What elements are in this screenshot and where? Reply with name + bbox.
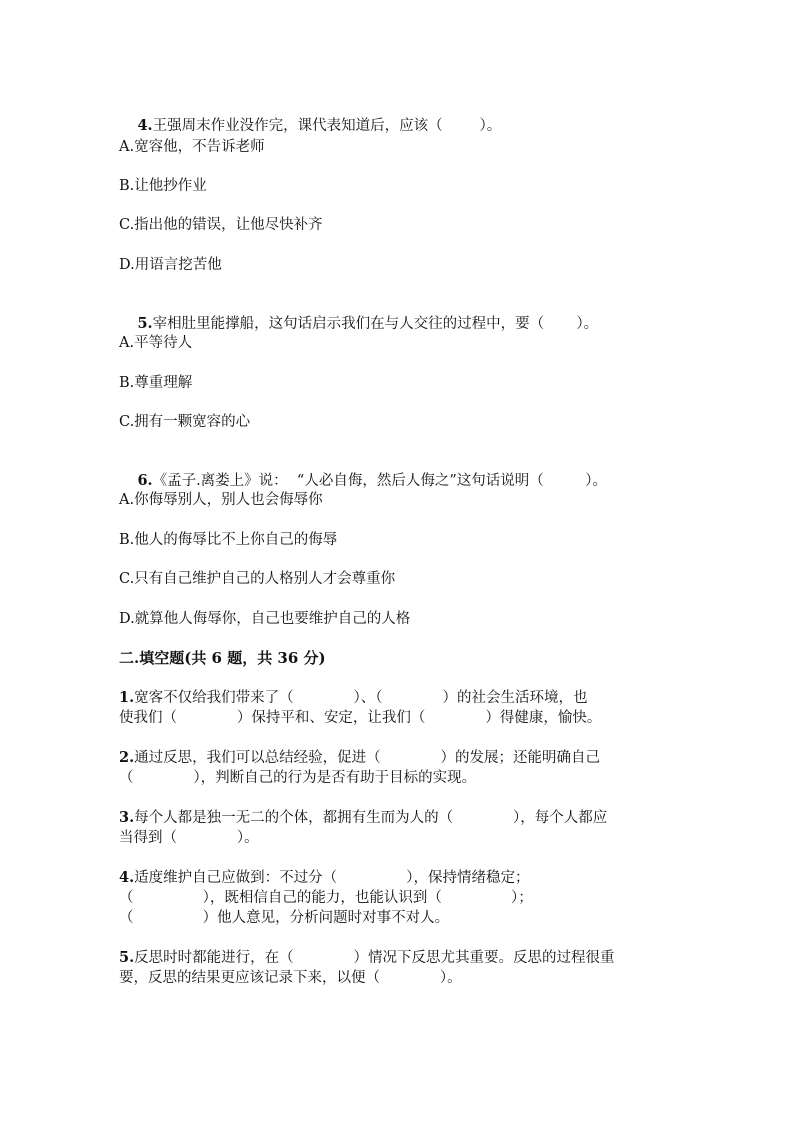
question-4-stem: 王强周末作业没作完，课代表知道后，应该（ ）。 [152,118,502,134]
question-4-option-c: C.指出他的错误，让他尽快补齐 [119,217,323,233]
question-4-option-b: B.让他抄作业 [119,178,207,194]
fill-item-1-number: 1. [119,689,135,706]
question-6-option-d: D.就算他人侮辱你，自己也要维护自己的人格 [119,611,411,627]
fill-item-3-line-1 [119,808,679,828]
fill-item-3-text-1: 每个人都是独一无二的个体，都拥有生而为人的（ ），每个人都应 [134,810,608,826]
fill-item-2-line-1 [119,748,679,768]
question-6-option-c: C.只有自己维护自己的人格别人才会尊重你 [119,571,396,587]
question-4-option-d: D.用语言挖苦他 [119,257,222,273]
fill-item-5-text-1: 反思时时都能进行，在（ ）情况下反思尤其重要。反思的过程很重 [134,950,615,966]
section-2-heading: 二.填空题(共 6 题，共 36 分) [119,649,326,667]
question-5-option-a: A.平等待人 [119,335,193,351]
fill-item-4-line-1 [119,868,679,888]
question-5-number: 5. [137,315,153,332]
question-4-option-a: A.宽容他，不告诉老师 [119,139,265,155]
fill-item-2-line-2: （ ），判断自己的行为是否有助于目标的实现。 [119,770,477,786]
question-5-option-b: B.尊重理解 [119,375,193,391]
fill-item-5-number: 5. [119,949,135,966]
fill-item-2-number: 2. [119,749,135,766]
fill-item-2-text-1: 通过反思，我们可以总结经验，促进（ ）的发展；还能明确自己 [134,750,601,766]
fill-item-4-number: 4. [119,869,135,886]
fill-item-5-line-1 [119,948,679,968]
question-6-stem: 《孟子.离娄上》说： “人必自侮，然后人侮之”这句话说明（ ）。 [152,473,607,489]
question-5-option-c: C.拥有一颗宽容的心 [119,414,251,430]
fill-item-4-line-3: （ ）他人意见，分析问题时对事不对人。 [119,910,450,926]
question-6-option-a: A.你侮辱别人，别人也会侮辱你 [119,492,323,508]
question-6-number: 6. [137,472,153,489]
fill-item-5-line-2: 要，反思的结果更应该记录下来，以便（ ）。 [119,970,462,986]
question-5-stem: 宰相肚里能撑船，这句话启示我们在与人交往的过程中，要（ ）。 [152,316,599,332]
fill-item-3-line-2: 当得到（ ）。 [119,830,259,846]
fill-item-3-number: 3. [119,809,135,826]
fill-item-4-text-1: 适度维护自己应做到：不过分（ ），保持情绪稳定； [134,870,530,886]
fill-item-1-line-1 [119,688,679,708]
fill-item-4-line-2: （ ），既相信自己的能力，也能认识到（ ）； [119,890,533,906]
fill-item-1-line-2: 使我们（ ）保持平和、安定，让我们（ ）得健康，愉快。 [119,710,602,726]
question-4-number: 4. [137,117,153,134]
fill-item-1-text-1: 宽客不仅给我们带来了（ ）、（ ）的社会生活环境，也 [134,690,588,706]
question-6-option-b: B.他人的侮辱比不上你自己的侮辱 [119,532,338,548]
